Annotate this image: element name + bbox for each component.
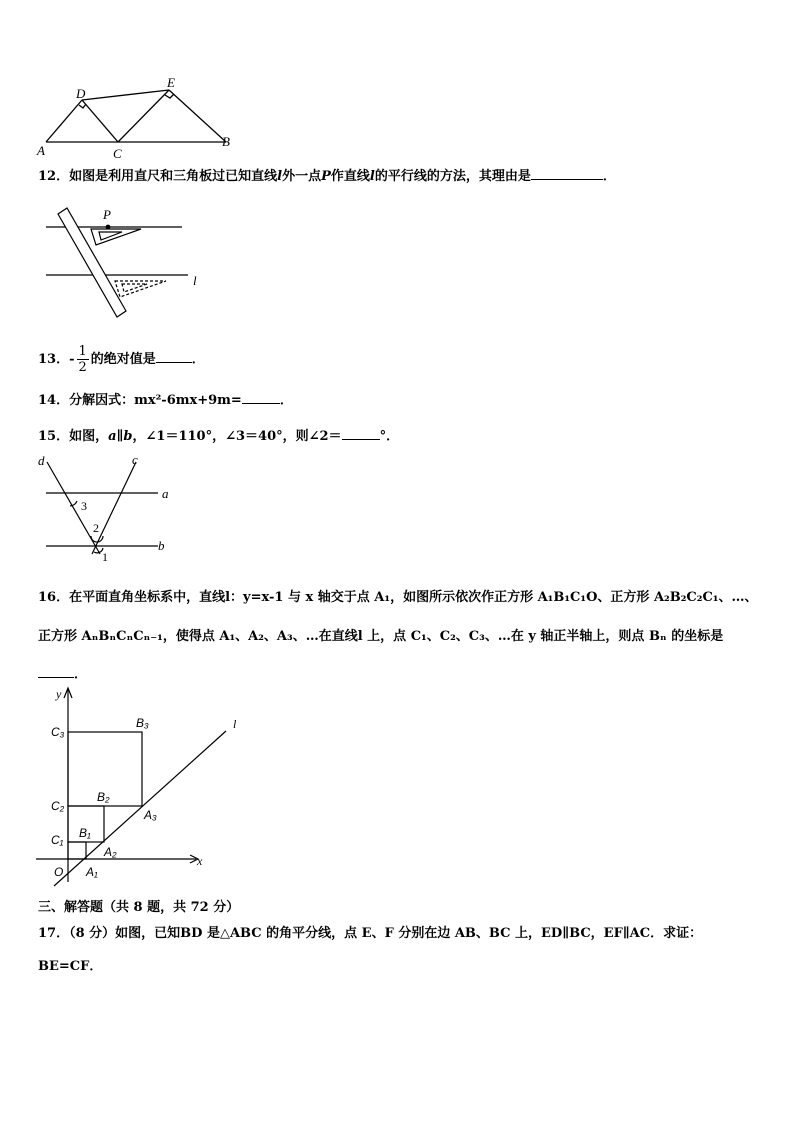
- label-angle-2: 2: [93, 521, 99, 535]
- q13-text: 的绝对值是: [90, 352, 156, 367]
- label-angle-1: 1: [102, 550, 108, 564]
- label-d: d: [38, 453, 45, 468]
- question-17-line-2: BE=CF．: [38, 959, 103, 974]
- label-C1: C₁: [51, 833, 64, 847]
- label-A1: A₁: [86, 865, 98, 879]
- q15-answer-blank[interactable]: [342, 426, 380, 440]
- label-B2: B₂: [97, 790, 110, 804]
- label-origin-O: O: [54, 865, 64, 879]
- label-l: l: [193, 273, 197, 288]
- question-15: [38, 426, 399, 446]
- q16-end: ．: [74, 667, 88, 682]
- label-B: B: [222, 134, 230, 149]
- label-c: c: [132, 452, 138, 467]
- label-B1: B₁: [79, 826, 91, 840]
- label-E: E: [167, 75, 175, 90]
- q16-answer-blank[interactable]: [38, 664, 74, 678]
- label-A2: A₂: [104, 845, 117, 859]
- label-angle-3: 3: [81, 499, 87, 513]
- q13-fraction: [77, 344, 89, 375]
- axis-label-x: x: [197, 854, 203, 868]
- figure-q16: [36, 684, 251, 889]
- q13-answer-blank[interactable]: [156, 349, 192, 363]
- question-17-line-1: 17．（8 分）如图，已知BD 是△ABC 的角平分线，点 E、F 分别在边 AB、BC 上，ED∥BC，EF∥AC．求证：: [38, 926, 703, 941]
- question-16-line-2: 正方形 AₙBₙCₙCₙ₋₁，使得点 A₁、A₂、A₃、…在直线l 上，点 C₁、C₂、C₃、…在 y 轴正半轴上，则点 Bₙ 的坐标是: [38, 629, 724, 644]
- label-C3: C₃: [51, 725, 65, 739]
- question-13: [38, 340, 205, 380]
- question-16-answer: [38, 664, 87, 684]
- q13-minus: -: [69, 352, 75, 367]
- q13-number: 13．: [38, 352, 70, 367]
- q12-line-l-1: l: [277, 169, 283, 184]
- q12-end: ．: [602, 169, 616, 184]
- q15-text-a: 如图，: [69, 429, 109, 444]
- figure-q12: [40, 200, 220, 325]
- figure-q15: [30, 448, 180, 573]
- label-C: C: [113, 146, 122, 161]
- question-16-line-1: 16．在平面直角坐标系中，直线l：y=x-1 与 x 轴交于点 A₁，如图所示依次作正方形 A₁B₁C₁O、正方形 A₂B₂C₂C₁、…、: [38, 590, 758, 605]
- label-D: D: [76, 86, 86, 101]
- q15-end: °．: [379, 429, 400, 444]
- label-b: b: [158, 538, 165, 553]
- label-B3: B₃: [136, 716, 149, 730]
- q14-end: ．: [279, 393, 293, 408]
- q14-number: 14．: [38, 393, 70, 408]
- label-a: a: [162, 486, 169, 501]
- axis-label-y: y: [56, 687, 62, 701]
- q15-number: 15．: [38, 429, 70, 444]
- label-C2: C₂: [51, 799, 65, 813]
- q12-text-1: 如图是利用直尺和三角板过已知直线: [69, 169, 278, 184]
- section-3-title: 三、解答题（共 8 题，共 72 分）: [38, 900, 240, 915]
- q12-point-p: P: [321, 169, 331, 184]
- q12-text-2: 外一点: [282, 169, 322, 184]
- q12-line-l-2: l: [369, 169, 375, 184]
- q13-numerator: 1: [78, 344, 87, 359]
- q12-answer-blank[interactable]: [531, 166, 603, 180]
- q13-denominator: 2: [78, 360, 87, 375]
- q12-number: 12．: [38, 169, 70, 184]
- q12-text-4: 的平行线的方法，其理由是: [374, 169, 531, 184]
- label-A: A: [37, 143, 45, 158]
- label-line-l: l: [233, 717, 237, 731]
- figure-q11: [30, 70, 240, 165]
- question-12: [38, 166, 616, 186]
- label-P: P: [103, 207, 111, 222]
- q14-text: 分解因式：mx²-6mx+9m=: [69, 393, 242, 408]
- label-A3: A₃: [144, 808, 157, 822]
- q15-parallel-ab: a∥b: [108, 429, 133, 444]
- question-14: [38, 390, 293, 410]
- q14-answer-blank[interactable]: [242, 390, 280, 404]
- q12-text-3: 作直线: [330, 169, 370, 184]
- q13-end: ．: [191, 352, 205, 367]
- q15-text-b: ，∠1＝110°，∠3＝40°，则∠2＝: [132, 429, 342, 444]
